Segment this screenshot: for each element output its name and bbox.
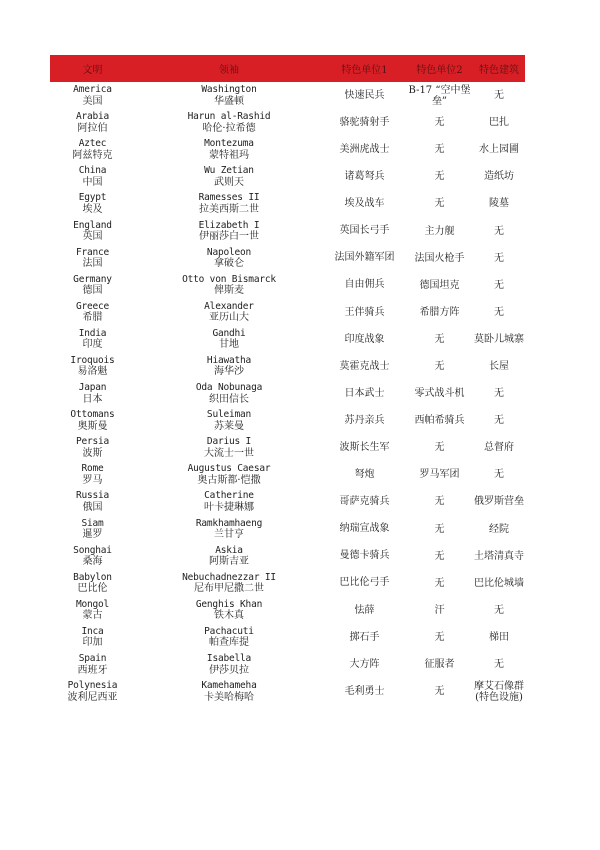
table-row bbox=[50, 678, 525, 705]
leader-name-en: Catherine bbox=[204, 490, 254, 502]
leader-name-cn: 叶卡捷琳娜 bbox=[204, 501, 254, 513]
unique-unit-2-cell: 无 bbox=[434, 442, 445, 454]
leader-cell bbox=[135, 326, 323, 353]
unique-unit-1-cell: 掷石手 bbox=[349, 631, 380, 643]
unique-unit-1-cell: 怯薛 bbox=[354, 604, 375, 616]
leader-name-en: Washington bbox=[201, 84, 257, 96]
civilization-cell bbox=[50, 353, 135, 380]
leader-name-cn: 苏莱曼 bbox=[214, 420, 244, 432]
leader-name-en: Augustus Caesar bbox=[187, 463, 271, 475]
unique-unit-1-cell: 哥萨克骑兵 bbox=[339, 496, 390, 508]
leader-name-cn: 华盛顿 bbox=[214, 95, 244, 107]
table-row bbox=[50, 407, 525, 434]
unique-unit-1-cell: 快速民兵 bbox=[344, 89, 385, 101]
table-row bbox=[50, 109, 525, 136]
civilization-name-en: Japan bbox=[78, 382, 107, 394]
unique-unit-1-cell: 日本武士 bbox=[344, 387, 385, 399]
leader-cell bbox=[135, 136, 323, 163]
civilization-cell bbox=[50, 82, 135, 109]
civilization-cell bbox=[50, 516, 135, 543]
civilization-cell bbox=[50, 624, 135, 651]
leader-cell bbox=[135, 678, 323, 705]
table-row bbox=[50, 299, 525, 326]
header-civilization: 文明 bbox=[82, 65, 103, 76]
civilization-cell bbox=[50, 461, 135, 488]
civilization-name-en: America bbox=[73, 84, 112, 96]
leader-name-en: Pachacuti bbox=[204, 625, 254, 637]
table-row bbox=[50, 82, 525, 109]
leader-cell bbox=[135, 353, 323, 380]
civilization-name-cn: 美国 bbox=[82, 95, 103, 107]
civilization-cell bbox=[50, 299, 135, 326]
table-row bbox=[50, 434, 525, 461]
civilization-name-cn: 巴比伦 bbox=[77, 583, 108, 595]
civilization-cell bbox=[50, 190, 135, 217]
unique-building-cell: 巴扎 bbox=[489, 117, 509, 129]
unique-unit-2-cell: 希腊方阵 bbox=[419, 306, 460, 318]
leader-name-cn: 伊丽莎白一世 bbox=[199, 231, 259, 243]
table-row bbox=[50, 245, 525, 272]
civilization-name-en: France bbox=[75, 246, 110, 258]
civilization-name-cn: 德国 bbox=[82, 285, 103, 297]
leader-name-cn: 尼布甲尼撒二世 bbox=[194, 583, 264, 595]
unique-building-cell: 无 bbox=[494, 225, 504, 237]
leader-cell bbox=[135, 461, 323, 488]
header-leader: 领袖 bbox=[219, 65, 239, 76]
unique-building-cell: 无 bbox=[494, 415, 504, 427]
table-header-row bbox=[50, 55, 525, 82]
unique-unit-2-cell: 法国火枪手 bbox=[414, 252, 465, 264]
unique-building-cell: 无 bbox=[494, 306, 504, 318]
leader-name-en: Wu Zetian bbox=[204, 165, 254, 177]
civilization-cell bbox=[50, 272, 135, 299]
leader-name-cn: 蒙特祖玛 bbox=[209, 149, 249, 161]
leader-name-cn: 哈伦·拉希德 bbox=[202, 122, 256, 134]
leader-name-cn: 甘地 bbox=[219, 339, 239, 351]
civilization-cell bbox=[50, 488, 135, 515]
civilization-name-cn: 希腊 bbox=[82, 312, 103, 324]
unique-unit-1-cell: 骆驼骑射手 bbox=[339, 116, 390, 128]
civilization-name-en: Spain bbox=[78, 653, 107, 665]
civilization-name-en: Iroquois bbox=[70, 354, 115, 366]
civilization-cell bbox=[50, 326, 135, 353]
leader-name-cn: 拿破仑 bbox=[214, 258, 244, 270]
unique-unit-2-cell: 征服者 bbox=[424, 659, 455, 671]
unique-unit-2-cell: 西帕希骑兵 bbox=[414, 415, 465, 427]
leader-cell bbox=[135, 651, 323, 678]
leader-cell bbox=[135, 516, 323, 543]
unique-unit-1-cell: 法国外籍军团 bbox=[334, 252, 395, 264]
unique-unit-2-cell: 无 bbox=[434, 631, 445, 643]
civilization-name-en: Inca bbox=[81, 625, 104, 637]
civilization-name-cn: 暹罗 bbox=[82, 529, 103, 541]
table-row bbox=[50, 136, 525, 163]
unique-unit-2-cell: 无 bbox=[434, 198, 445, 210]
table-row bbox=[50, 516, 525, 543]
civilization-cell bbox=[50, 217, 135, 244]
leader-name-en: Darius I bbox=[206, 436, 252, 448]
unique-unit-2-cell: 罗马军团 bbox=[419, 469, 460, 481]
leader-name-cn: 铁木真 bbox=[214, 610, 244, 622]
leader-name-en: Elizabeth I bbox=[198, 219, 260, 231]
civilization-name-cn: 中国 bbox=[82, 176, 103, 188]
unique-unit-2-cell: 无 bbox=[434, 523, 445, 535]
unique-building-cell: 无 bbox=[494, 388, 504, 400]
leader-cell bbox=[135, 488, 323, 515]
unique-unit-1-cell: 大方阵 bbox=[349, 658, 380, 670]
unique-building-cell: 总督府 bbox=[484, 442, 514, 454]
unique-unit-1-cell: 印度战象 bbox=[344, 333, 385, 345]
civilization-cell bbox=[50, 245, 135, 272]
leader-name-en: Ramesses II bbox=[198, 192, 260, 204]
leader-cell bbox=[135, 217, 323, 244]
unique-building-cell: 造纸坊 bbox=[484, 171, 514, 183]
leader-cell bbox=[135, 299, 323, 326]
leader-name-cn: 大流士一世 bbox=[204, 447, 254, 459]
civilization-table-sheet bbox=[50, 55, 525, 705]
civilization-name-cn: 波斯 bbox=[82, 447, 103, 459]
civilization-name-en: China bbox=[78, 165, 107, 177]
unique-unit-1-cell: 王伴骑兵 bbox=[344, 306, 385, 318]
civilization-name-cn: 易洛魁 bbox=[77, 366, 108, 378]
civilization-name-en: Germany bbox=[73, 273, 112, 285]
civilization-cell bbox=[50, 136, 135, 163]
leader-cell bbox=[135, 82, 323, 109]
unique-unit-2-cell: 无 bbox=[434, 144, 445, 156]
header-unique-unit-1: 特色单位1 bbox=[341, 65, 388, 76]
unique-building-cell: 无 bbox=[494, 252, 504, 264]
unique-building-cell: 莫卧儿城寨 bbox=[474, 333, 524, 345]
leader-name-cn: 海华沙 bbox=[214, 366, 244, 378]
unique-unit-2-cell: 零式战斗机 bbox=[414, 388, 465, 400]
leader-cell bbox=[135, 624, 323, 651]
unique-unit-1-cell: 曼德卡骑兵 bbox=[339, 550, 390, 562]
leader-cell bbox=[135, 245, 323, 272]
unique-building-cell: 无 bbox=[494, 90, 504, 102]
leader-cell bbox=[135, 272, 323, 299]
unique-building-cell: 无 bbox=[494, 604, 504, 616]
leader-name-cn: 伊莎贝拉 bbox=[209, 664, 249, 676]
unique-building-cell: 巴比伦城墙 bbox=[474, 577, 524, 589]
civilization-cell bbox=[50, 407, 135, 434]
leader-name-cn: 俾斯麦 bbox=[214, 285, 244, 297]
leader-cell bbox=[135, 190, 323, 217]
unique-building-cell: 水上园圃 bbox=[479, 144, 519, 156]
leader-name-cn: 织田信长 bbox=[209, 393, 249, 405]
unique-unit-2-cell: B-17 “空中堡垒” bbox=[408, 84, 471, 107]
unique-unit-2-cell: 无 bbox=[434, 496, 445, 508]
table-row bbox=[50, 651, 525, 678]
unique-unit-1-cell: 英国长弓手 bbox=[339, 225, 390, 237]
unique-building-cell: 无 bbox=[494, 279, 504, 291]
leader-name-cn: 拉美西斯二世 bbox=[199, 203, 259, 215]
table-row bbox=[50, 624, 525, 651]
leader-name-en: Genghis Khan bbox=[195, 598, 263, 610]
table-row bbox=[50, 597, 525, 624]
leader-cell bbox=[135, 543, 323, 570]
unique-unit-2-cell: 无 bbox=[434, 333, 445, 345]
civilization-name-cn: 埃及 bbox=[82, 203, 103, 215]
civilization-name-en: Aztec bbox=[78, 138, 107, 150]
leader-name-en: Askia bbox=[215, 544, 243, 556]
leader-name-en: Alexander bbox=[204, 300, 254, 312]
unique-building-cell: 无 bbox=[494, 659, 504, 671]
unique-building-cell: 土塔清真寺 bbox=[474, 550, 524, 562]
civilization-name-en: England bbox=[73, 219, 112, 231]
leader-name-en: Napoleon bbox=[206, 246, 252, 258]
header-unique-unit-2: 特色单位2 bbox=[416, 65, 463, 76]
table-row bbox=[50, 570, 525, 597]
unique-unit-2-cell: 无 bbox=[434, 550, 445, 562]
unique-unit-2-cell: 汗 bbox=[434, 604, 445, 616]
leader-cell bbox=[135, 109, 323, 136]
leader-cell bbox=[135, 380, 323, 407]
civilization-cell bbox=[50, 434, 135, 461]
civilization-name-cn: 阿兹特克 bbox=[72, 149, 113, 161]
civilization-name-en: Polynesia bbox=[67, 680, 118, 692]
unique-unit-1-cell: 埃及战车 bbox=[344, 198, 385, 210]
civilization-name-cn: 日本 bbox=[82, 393, 103, 405]
unique-unit-2-cell: 无 bbox=[434, 360, 445, 372]
civilization-cell bbox=[50, 380, 135, 407]
leader-name-en: Kamehameha bbox=[201, 680, 257, 692]
unique-unit-1-cell: 弩炮 bbox=[354, 469, 375, 481]
civilization-name-en: Arabia bbox=[75, 111, 110, 123]
table-row bbox=[50, 488, 525, 515]
leader-name-cn: 卡美哈梅哈 bbox=[204, 691, 254, 703]
leader-cell bbox=[135, 163, 323, 190]
unique-building-cell: 梯田 bbox=[489, 631, 509, 643]
civilization-name-en: Siam bbox=[81, 517, 104, 529]
civilization-name-en: Ottomans bbox=[70, 409, 115, 421]
civilization-table bbox=[50, 55, 525, 705]
civilization-name-en: Egypt bbox=[78, 192, 107, 204]
civilization-name-cn: 英国 bbox=[82, 231, 103, 243]
leader-name-en: Hiawatha bbox=[206, 354, 252, 366]
unique-unit-2-cell: 无 bbox=[434, 117, 445, 129]
unique-building-cell: 无 bbox=[494, 469, 504, 481]
leader-name-en: Ramkhamhaeng bbox=[195, 517, 263, 529]
civilization-cell bbox=[50, 597, 135, 624]
civilization-name-cn: 俄国 bbox=[82, 501, 103, 513]
leader-name-en: Isabella bbox=[206, 653, 252, 665]
leader-name-cn: 帕查库提 bbox=[209, 637, 249, 649]
civilization-name-cn: 西班牙 bbox=[77, 664, 108, 676]
leader-name-cn: 兰甘亨 bbox=[214, 529, 244, 541]
civilization-cell bbox=[50, 570, 135, 597]
table-row bbox=[50, 163, 525, 190]
civilization-name-en: India bbox=[78, 327, 107, 339]
civilization-name-cn: 波利尼西亚 bbox=[67, 691, 118, 703]
leader-name-en: Suleiman bbox=[206, 409, 252, 421]
unique-unit-1-cell: 波斯长生军 bbox=[339, 442, 390, 454]
unique-building-cell: 长屋 bbox=[489, 360, 509, 372]
unique-unit-1-cell: 诸葛弩兵 bbox=[344, 171, 385, 183]
unique-unit-2-cell: 无 bbox=[434, 686, 445, 698]
civilization-name-en: Babylon bbox=[73, 571, 112, 583]
leader-cell bbox=[135, 434, 323, 461]
table-row bbox=[50, 217, 525, 244]
leader-name-cn: 亚历山大 bbox=[209, 312, 249, 324]
table-body bbox=[50, 82, 525, 705]
civilization-name-en: Rome bbox=[81, 463, 104, 475]
leader-name-en: Oda Nobunaga bbox=[195, 382, 263, 394]
leader-name-en: Nebuchadnezzar II bbox=[182, 571, 276, 583]
unique-building-cell: 经院 bbox=[489, 523, 509, 535]
leader-cell bbox=[135, 570, 323, 597]
civilization-cell bbox=[50, 651, 135, 678]
leader-cell bbox=[135, 597, 323, 624]
leader-name-en: Harun al-Rashid bbox=[187, 111, 271, 123]
leader-name-cn: 奥古斯都·恺撒 bbox=[197, 474, 261, 486]
unique-building-cell: 俄罗斯营垒 bbox=[474, 496, 524, 508]
civilization-cell bbox=[50, 109, 135, 136]
civilization-name-cn: 印加 bbox=[82, 637, 103, 649]
table-row bbox=[50, 543, 525, 570]
civilization-name-en: Songhai bbox=[73, 544, 112, 556]
unique-unit-1-cell: 巴比伦弓手 bbox=[339, 577, 390, 589]
unique-unit-1-cell: 毛利勇士 bbox=[344, 685, 385, 697]
civilization-name-cn: 桑海 bbox=[82, 556, 103, 568]
civilization-name-en: Russia bbox=[75, 490, 110, 502]
unique-unit-1-cell: 莫霍克战士 bbox=[339, 360, 390, 372]
header-unique-building: 特色建筑 bbox=[479, 65, 519, 76]
leader-name-cn: 武则天 bbox=[214, 176, 244, 188]
leader-name-en: Montezuma bbox=[204, 138, 254, 150]
civilization-name-en: Persia bbox=[75, 436, 110, 448]
unique-unit-1-cell: 美洲虎战士 bbox=[339, 143, 390, 155]
leader-name-cn: 阿斯吉亚 bbox=[209, 556, 249, 568]
civilization-name-cn: 印度 bbox=[82, 339, 103, 351]
leader-cell bbox=[135, 407, 323, 434]
civilization-cell bbox=[50, 163, 135, 190]
unique-building-cell: 摩艾石像群(特色设施) bbox=[474, 680, 524, 703]
unique-building-cell: 陵墓 bbox=[489, 198, 509, 210]
unique-unit-1-cell: 纳瑞宣战象 bbox=[339, 523, 390, 535]
table-row bbox=[50, 380, 525, 407]
unique-unit-2-cell: 德国坦克 bbox=[419, 279, 460, 291]
unique-unit-2-cell: 主力舰 bbox=[424, 225, 455, 237]
civilization-name-cn: 蒙古 bbox=[82, 610, 103, 622]
civilization-name-en: Mongol bbox=[75, 598, 110, 610]
civilization-name-en: Greece bbox=[75, 300, 110, 312]
civilization-name-cn: 法国 bbox=[82, 258, 103, 270]
civilization-name-cn: 罗马 bbox=[82, 474, 103, 486]
unique-unit-1-cell: 苏丹亲兵 bbox=[344, 414, 385, 426]
table-row bbox=[50, 353, 525, 380]
leader-name-en: Gandhi bbox=[212, 327, 246, 339]
civilization-cell bbox=[50, 678, 135, 705]
table-row bbox=[50, 272, 525, 299]
table-row bbox=[50, 326, 525, 353]
table-row bbox=[50, 190, 525, 217]
leader-name-en: Otto von Bismarck bbox=[182, 273, 276, 285]
civilization-name-cn: 奥斯曼 bbox=[77, 420, 108, 432]
civilization-name-cn: 阿拉伯 bbox=[77, 122, 108, 134]
unique-unit-1-cell: 自由佣兵 bbox=[344, 279, 385, 291]
table-row bbox=[50, 461, 525, 488]
unique-unit-2-cell: 无 bbox=[434, 577, 445, 589]
civilization-cell bbox=[50, 543, 135, 570]
unique-unit-2-cell: 无 bbox=[434, 171, 445, 183]
